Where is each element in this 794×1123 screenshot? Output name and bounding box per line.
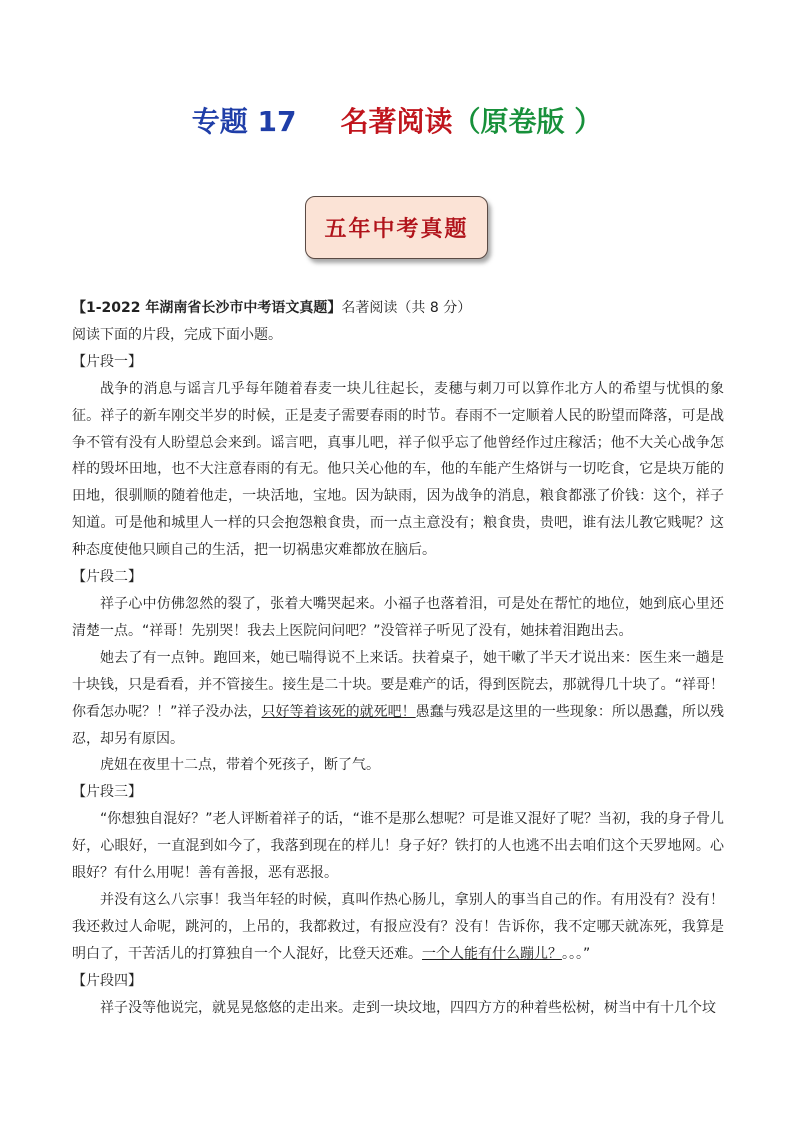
badge-label: 五年中考真题 [324,216,469,242]
section-3-text-a: 并没有这么八宗事！我当年轻的时候，真叫作热心肠儿，拿别人的事当自己的作。有用没有？没有！我还救过人命呢，跳河的，上吊的，我都救过，有报应没有？没有！告诉你，我不定哪天就冻死，我算是明白了，干苦活儿的打算独自一个人混好，比登天还难。 [72,891,724,962]
section-heading-2: 【片段二】 [72,569,142,586]
underlined-sentence-2: 一个人能有什么蹦儿？ [422,945,562,962]
section-2-paragraph-1: 祥子心中仿佛忽然的裂了，张着大嘴哭起来。小福子也落着泪，可是处在帮忙的地位，她到底心里还清楚一点。“祥哥！先别哭！我去上医院问问吧？”没管祥子听见了没有，她抹着泪跑出去。 [72,595,724,639]
title-main: 名著阅读 [340,105,453,138]
section-2-text-b: 愚蠢与残忍是这里的一些现象：所以愚蠢，所以残忍，却另有原因。 [72,703,725,747]
section-heading-3: 【片段三】 [72,784,142,801]
title-number: 专题 17 [191,105,297,138]
section-heading-4: 【片段四】 [72,972,142,989]
section-3-paragraph-1: “你想独自混好？”老人评断着祥子的话，“谁不是那么想呢？可是谁又混好了呢？当初，我的身子骨儿好，心眼好，一直混到如今了，我落到现在的样儿！身子好？铁打的人也逃不出去咱们这个天罗地网。心眼好？有什么用呢！善有善报，恶有恶报。 [72,811,724,882]
section-3-text-b: 。。。” [562,945,591,962]
question-instruction: 阅读下面的片段，完成下面小题。 [72,326,282,343]
underlined-sentence-1: 只好等着该死的就死吧！ [261,703,416,720]
title-sub: （原卷版 ） [452,105,603,138]
question-type: 名著阅读（共 8 分） [341,300,472,316]
question-header [72,295,724,322]
page-title [0,104,794,140]
section-2-paragraph-3: 虎妞在夜里十二点，带着个死孩子，断了气。 [100,757,380,774]
question-source: 【1-2022 年湖南省长沙市中考语文真题】 [72,300,342,316]
section-4-paragraph: 祥子没等他说完，就晃晃悠悠的走出来。走到一块坟地，四四方方的种着些松树，树当中有十几个坟 [100,999,716,1016]
question-content [72,295,724,1021]
section-1-paragraph: 战争的消息与谣言几乎每年随着春麦一块儿往起长，麦穗与刺刀可以算作北方人的希望与忧惧的象征。祥子的新车刚交半岁的时候，正是麦子需要春雨的时节。春雨不一定顺着人民的盼望而降落，可是战争不管有没有人盼望总会来到。谣言吧，真事儿吧，祥子似乎忘了他曾经作过庄稼活；他不大关心战争怎样的毁坏田地，也不大注意春雨的有无。他只关心他的车，他的车能产生烙饼与一切吃食，它是块万能的田地，很驯顺的随着他走，一块活地，宝地。因为缺雨，因为战争的消息，粮食都涨了价钱：这个，祥子知道。可是他和城里人一样的只会抱怨粮食贵，而一点主意没有；粮食贵，贵吧，谁有法儿教它贱呢？这种态度使他只顾自己的生活，把一切祸患灾难都放在脑后。 [72,380,724,559]
section-3-paragraph-2 [72,887,724,968]
section-badge [305,196,488,259]
section-heading-1: 【片段一】 [72,353,142,370]
section-2-paragraph-2 [72,645,724,753]
section-2-text-a: 她去了有一点钟。跑回来，她已喘得说不上来话。扶着桌子，她干嗽了半天才说出来：医生来一趟是十块钱，只是看看，并不管接生。接生是二十块。要是难产的话，得到医院去，那就得几十块了。“祥哥！你看怎办呢？！”祥子没办法， [72,649,724,720]
